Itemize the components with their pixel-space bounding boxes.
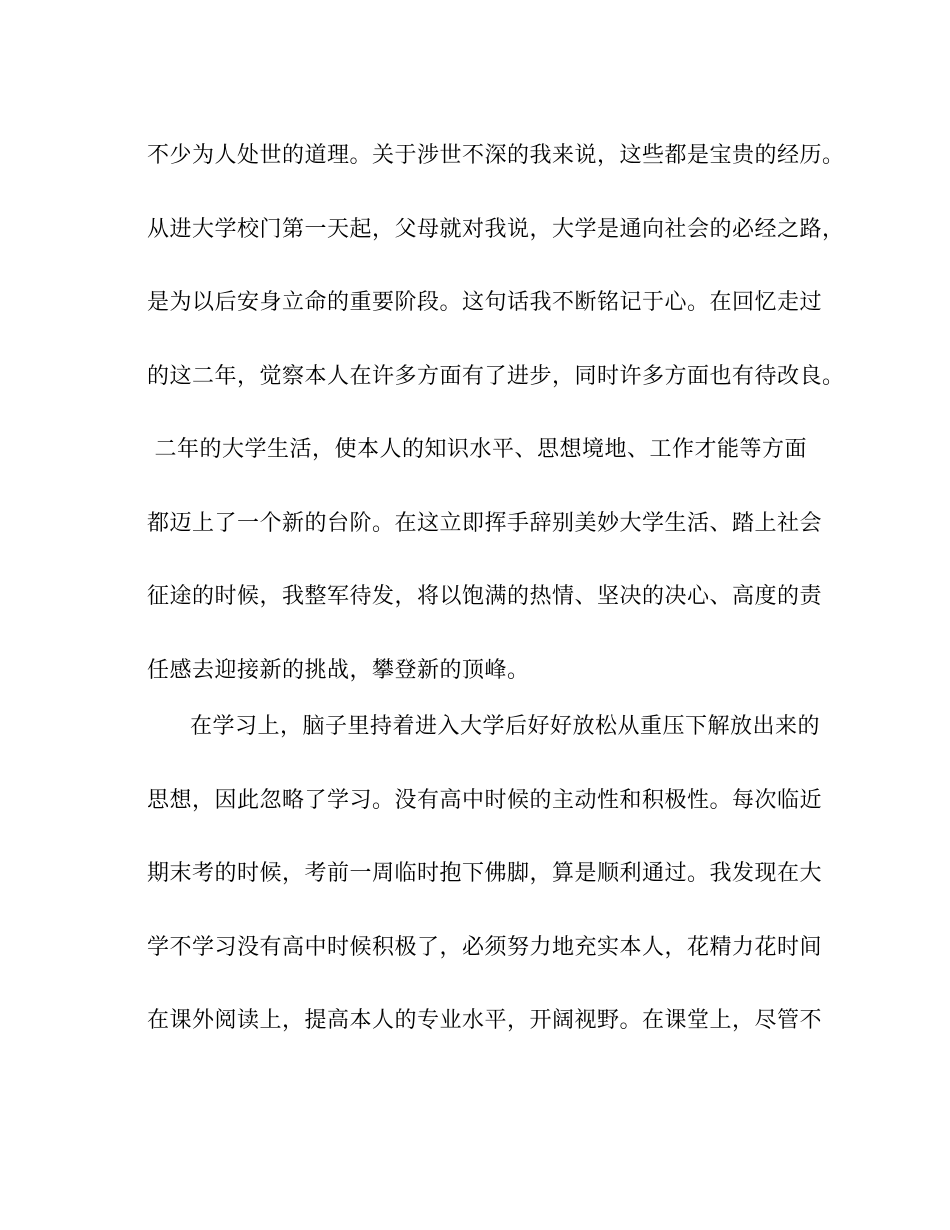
paragraph-line: 都迈上了一个新的台阶。在这立即挥手辞别美妙大学生活、踏上社会 — [147, 511, 823, 536]
paragraph-line: 二年的大学生活，使本人的知识水平、思想境地、工作才能等方面 — [147, 437, 807, 462]
paragraph-line: 不少为人处世的道理。关于涉世不深的我来说，这些都是宝贵的经历。 — [147, 143, 845, 168]
paragraph-line: 思想，因此忽略了学习。没有高中时候的主动性和积极性。每次临近 — [147, 788, 823, 813]
paragraph-line: 学不学习没有高中时候积极了，必须努力地充实本人，花精力花时间 — [147, 935, 823, 960]
paragraph-line: 从进大学校门第一天起，父母就对我说，大学是通向社会的必经之路， — [147, 217, 845, 242]
paragraph-line: 是为以后安身立命的重要阶段。这句话我不断铭记于心。在回忆走过 — [147, 290, 823, 315]
paragraph-line: 征途的时候，我整军待发，将以饱满的热情、坚决的决心、高度的责 — [147, 584, 823, 609]
paragraph-line: 任感去迎接新的挑战，攀登新的顶峰。 — [147, 658, 530, 683]
paragraph-line: 的这二年，觉察本人在许多方面有了进步，同时许多方面也有待改良。 — [147, 364, 845, 389]
paragraph-line: 在课外阅读上，提高本人的专业水平，开阔视野。在课堂上，尽管不 — [147, 1008, 823, 1033]
paragraph-first-line: 在学习上，脑子里持着进入大学后好好放松从重压下解放出来的 — [190, 714, 821, 739]
paragraph-line: 期末考的时候，考前一周临时抱下佛脚，算是顺利通过。我发现在大 — [147, 861, 823, 886]
